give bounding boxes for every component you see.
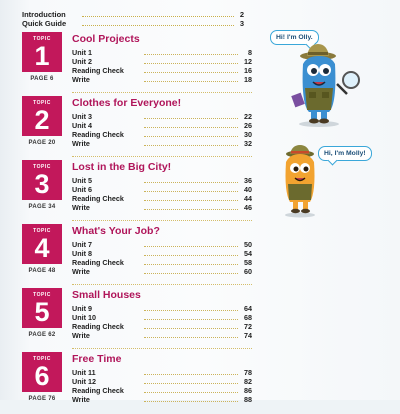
topic-badge-number: 2 [34,105,50,135]
topic-unit-list [72,304,252,340]
toc-row[interactable] [72,304,252,313]
topic-title[interactable]: Cool Projects [72,33,140,45]
topic-number-badge[interactable] [22,224,62,264]
toc-row-page: 78 [244,368,252,377]
toc-row-label: Write [72,139,90,148]
toc-row-page: 40 [244,185,252,194]
dot-leader [144,401,238,402]
topic-badge-number: 1 [34,41,50,71]
dot-leader [144,209,238,210]
dot-leader [144,63,238,64]
toc-row-page: 18 [244,75,252,84]
dot-leader [144,182,238,183]
topic-start-page: PAGE 62 [28,332,56,338]
topic-section-1 [22,32,252,94]
dot-leader [144,337,238,338]
toc-row[interactable] [72,130,252,139]
toc-row-page: 30 [244,130,252,139]
toc-row[interactable] [72,386,252,395]
toc-row[interactable] [72,313,252,322]
toc-row-label: Write [72,395,90,404]
toc-row-label: Reading Check [72,66,124,75]
topic-start-page: PAGE 20 [28,140,56,146]
molly-greeting: Hi, I'm Molly! [324,150,366,157]
toc-row[interactable] [72,48,252,57]
toc-row[interactable] [72,57,252,66]
section-divider [72,156,252,157]
toc-row-page: 54 [244,249,252,258]
dot-leader [144,383,238,384]
toc-row-label: Unit 8 [72,249,92,258]
topic-badge-number: 6 [34,361,50,391]
toc-row-page: 50 [244,240,252,249]
toc-row-page: 44 [244,194,252,203]
toc-row[interactable] [72,258,252,267]
toc-row-label: Unit 4 [72,121,92,130]
topic-badge-label: TOPIC [33,292,51,298]
toc-row-label: Reading Check [72,322,124,331]
section-divider [72,284,252,285]
toc-row-label: Unit 9 [72,304,92,313]
dot-leader [144,328,238,329]
toc-row-page: 74 [244,331,252,340]
topic-unit-list [72,48,252,84]
toc-row[interactable] [72,368,252,377]
toc-row-page: 46 [244,203,252,212]
dot-leader [82,16,234,17]
topic-badge-label: TOPIC [33,228,51,234]
topic-start-page: PAGE 48 [28,268,56,274]
toc-row-label: Unit 5 [72,176,92,185]
dot-leader [144,136,238,137]
toc-row[interactable] [72,249,252,258]
toc-row-page: 58 [244,258,252,267]
toc-row-page: 22 [244,112,252,121]
topic-number-badge[interactable] [22,160,62,200]
topic-unit-list [72,368,252,404]
topic-section-6 [22,352,252,414]
toc-row-page: 16 [244,66,252,75]
toc-row-label: Write [72,203,90,212]
toc-row-label: Unit 12 [72,377,96,386]
dot-leader [144,255,238,256]
dot-leader [144,145,238,146]
toc-row-label: Unit 6 [72,185,92,194]
topic-title[interactable]: Small Houses [72,289,141,301]
dot-leader [144,118,238,119]
toc-row-page: 2 [239,10,244,19]
toc-row[interactable] [72,112,252,121]
toc-row-label: Unit 11 [72,368,96,377]
topic-badge-label: TOPIC [33,356,51,362]
toc-row-label: Write [72,75,90,84]
topic-number-badge[interactable] [22,32,62,72]
toc-row-page: 60 [244,267,252,276]
dot-leader [144,72,238,73]
toc-row[interactable] [72,267,252,276]
toc-row-label: Quick Guide [22,19,67,28]
toc-row[interactable] [72,322,252,331]
topic-title[interactable]: What's Your Job? [72,225,160,237]
topic-start-page: PAGE 76 [28,396,56,402]
toc-row[interactable] [72,331,252,340]
dot-leader [144,264,238,265]
toc-row[interactable] [72,139,252,148]
dot-leader [144,127,238,128]
topic-badge-number: 4 [34,233,50,263]
section-divider [72,348,252,349]
toc-row-page: 36 [244,176,252,185]
toc-row-label: Reading Check [72,194,124,203]
toc-row-page: 8 [248,48,252,57]
toc-row-label: Write [72,267,90,276]
topic-unit-list [72,176,252,212]
toc-row[interactable] [72,66,252,75]
toc-row-quick-guide[interactable] [22,19,244,29]
dot-leader [144,310,238,311]
toc-row[interactable] [72,203,252,212]
topic-badge-label: TOPIC [33,36,51,42]
topic-badge-label: TOPIC [33,100,51,106]
molly-speech-bubble [318,146,372,161]
olly-character-illustration [285,44,365,128]
topic-section-2 [22,96,252,158]
toc-row-page: 88 [244,395,252,404]
dot-leader [144,319,238,320]
topic-badge-label: TOPIC [33,164,51,170]
toc-row-page: 26 [244,121,252,130]
toc-row[interactable] [72,185,252,194]
toc-row-page: 86 [244,386,252,395]
toc-row-label: Unit 10 [72,313,96,322]
dot-leader [144,81,238,82]
topic-number-badge[interactable] [22,352,62,392]
olly-speech-bubble [270,30,319,45]
toc-row-label: Introduction [22,10,66,19]
topic-title[interactable]: Lost in the Big City! [72,161,172,173]
dot-leader [82,25,234,26]
dot-leader [144,191,238,192]
toc-row-page: 3 [239,19,244,28]
dot-leader [144,374,238,375]
topic-title[interactable]: Clothes for Everyone! [72,97,182,109]
toc-row[interactable] [72,240,252,249]
dot-leader [144,54,238,55]
toc-row-page: 64 [244,304,252,313]
toc-row[interactable] [72,176,252,185]
toc-row-label: Unit 7 [72,240,92,249]
toc-row-label: Unit 1 [72,48,92,57]
section-divider [72,220,252,221]
dot-leader [144,246,238,247]
topic-badge-number: 3 [34,169,50,199]
toc-row[interactable] [72,377,252,386]
molly-character-illustration [276,144,326,218]
toc-row-label: Reading Check [72,258,124,267]
topic-section-4 [22,224,252,286]
toc-row-page: 68 [244,313,252,322]
topic-section-5 [22,288,252,350]
topic-unit-list [72,240,252,276]
olly-greeting: Hi! I'm Olly. [276,34,313,41]
topic-start-page: PAGE 34 [28,204,56,210]
dot-leader [144,273,238,274]
topic-badge-number: 5 [34,297,50,327]
toc-row-label: Write [72,331,90,340]
toc-row-label: Unit 2 [72,57,92,66]
toc-row-page: 82 [244,377,252,386]
topic-section-3 [22,160,252,222]
topic-unit-list [72,112,252,148]
dot-leader [144,200,238,201]
topic-number-badge[interactable] [22,288,62,328]
toc-row-page: 12 [244,57,252,66]
toc-row-page: 32 [244,139,252,148]
toc-row-label: Reading Check [72,386,124,395]
section-divider [72,92,252,93]
topic-number-badge[interactable] [22,96,62,136]
toc-row-label: Unit 3 [72,112,92,121]
toc-row[interactable] [72,121,252,130]
topic-title[interactable]: Free Time [72,353,122,365]
toc-row[interactable] [72,75,252,84]
toc-row[interactable] [72,194,252,203]
toc-row-label: Reading Check [72,130,124,139]
toc-row-page: 72 [244,322,252,331]
dot-leader [144,392,238,393]
topic-start-page: PAGE 6 [30,76,54,82]
